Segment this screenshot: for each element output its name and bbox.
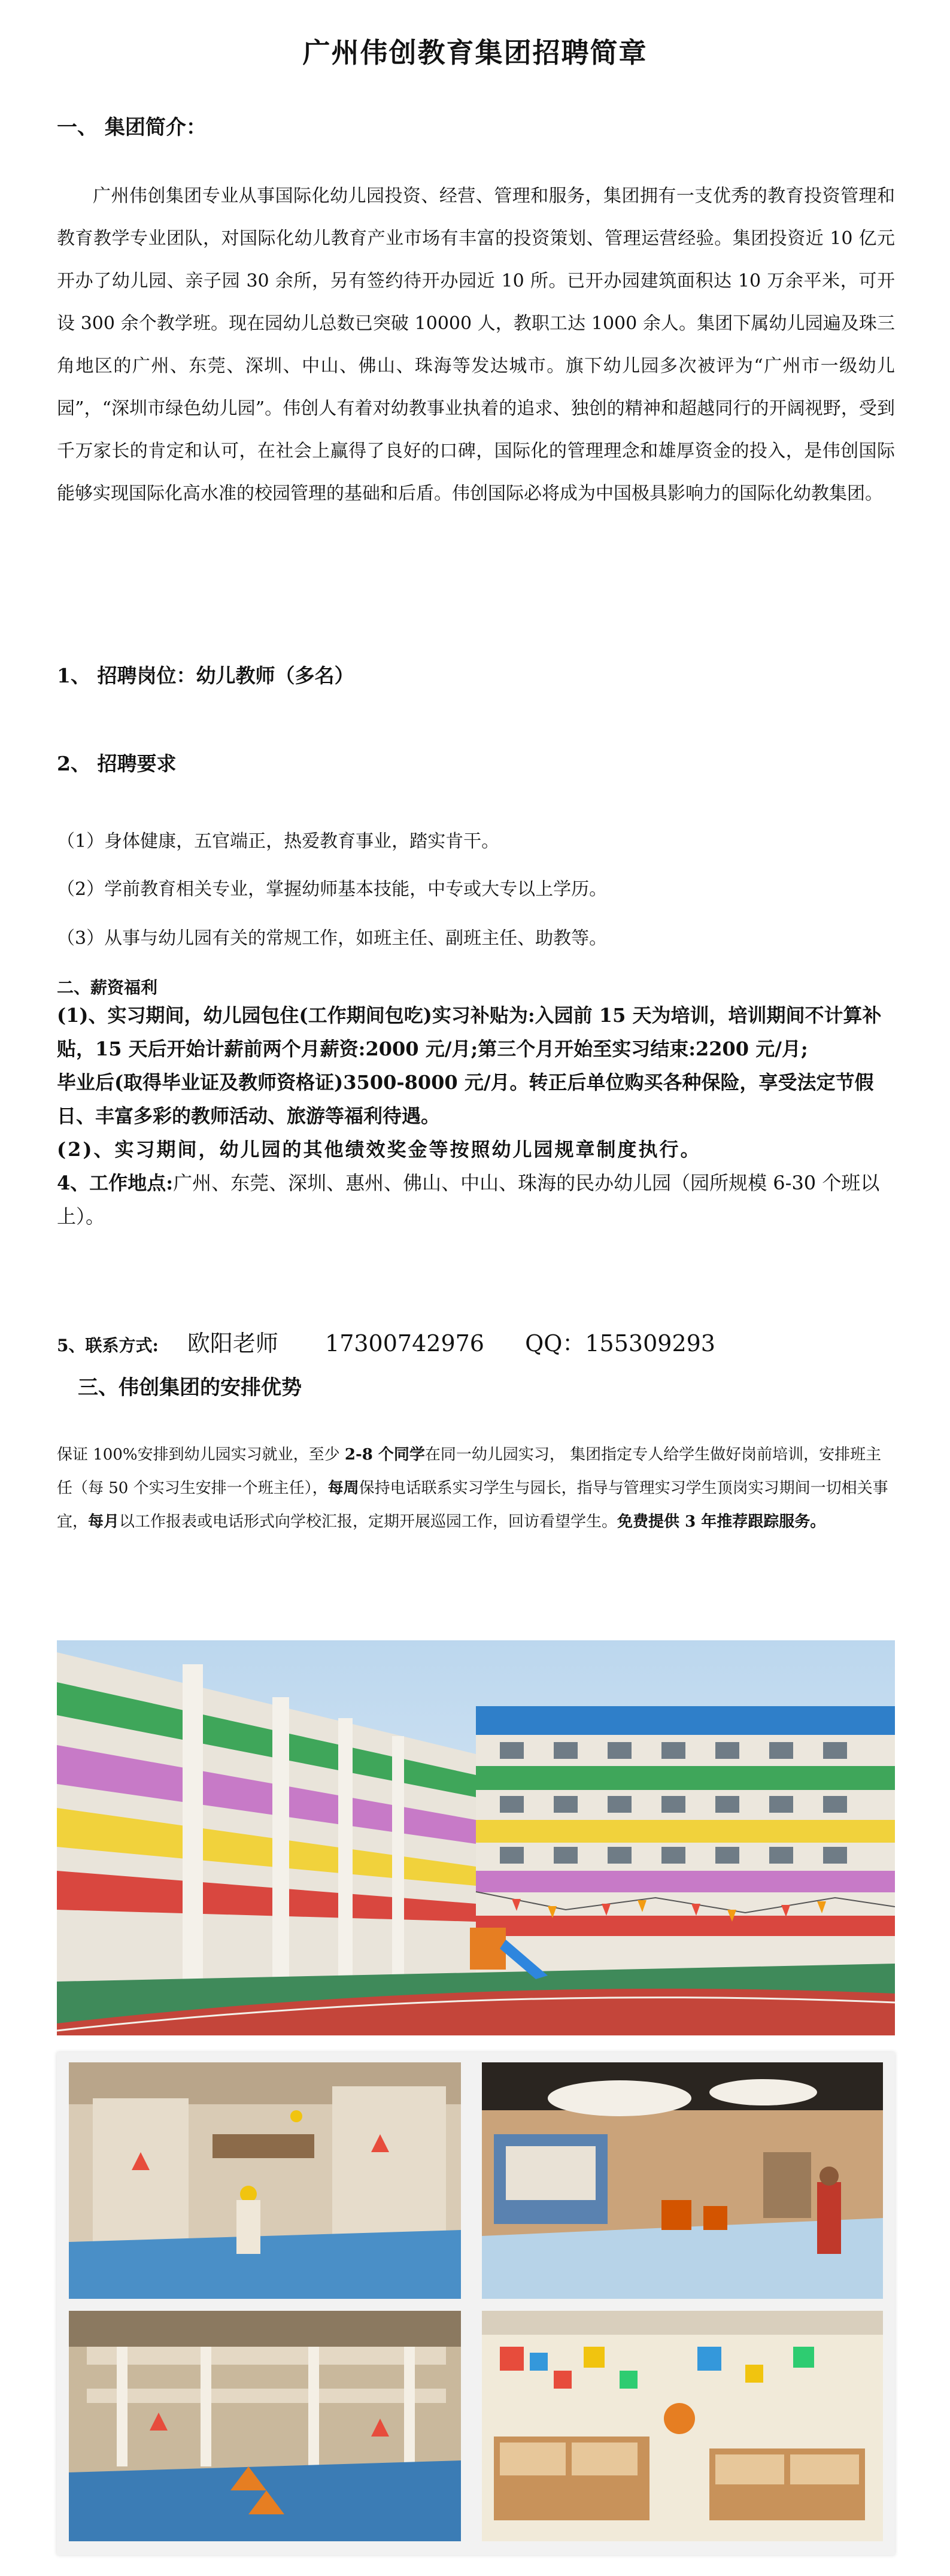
interior-photo-playroom xyxy=(482,2311,883,2541)
advantage-text-e: 保持电话联系实习学生与园长，指导与管理实习学生顶岗实习期间一切相关事宜， xyxy=(57,1479,888,1531)
contact-phone[interactable]: 17300742976 xyxy=(325,1330,484,1357)
work-location-text: 广州、东莞、深圳、惠州、佛山、中山、珠海的民办幼儿园（园所规模 6-30 个班以上）。 xyxy=(57,1172,880,1228)
salary-block xyxy=(57,999,895,1233)
advantage-text-c: 在同一幼儿园实习， 集团指定专人给学生做好岗前培训，安排班主任（每 50 个实习生安排一个班主任）， xyxy=(57,1446,882,1497)
advantage-text-a: 保证 100%安排到幼儿园实习就业，至少 xyxy=(57,1446,345,1464)
salary-heading: 二、薪资福利 xyxy=(57,978,158,997)
salary-item-1-lead: (1)、实习期间，幼儿园包住(工作期间包吃)实习补贴为: xyxy=(57,1004,535,1027)
salary-item-2: (2)、实习期间，幼儿园的其他绩效奖金等按照幼儿园规章制度执行。 xyxy=(57,1138,702,1161)
contact-line xyxy=(57,1325,715,1358)
section-intro-heading: 一、 集团简介： xyxy=(57,116,207,139)
group-intro-paragraph: 广州伟创集团专业从事国际化幼儿园投资、经营、管理和服务，集团拥有一支优秀的教育投资管理和教育教学专业团队，对国际化幼儿教育产业市场有丰富的投资策划、管理运营经验。集团投资近 10 亿元开办了幼儿园、亲子园 30 余所，另有签约待开办园近 10 所。已开办园建筑面积达 10 万余平米，可开设 300 余个教学班。现在园幼儿总数已突破 10000 人，教职工达 1000 余人。集团下属幼儿园遍及珠三角地区的广州、东莞、深圳、中山、佛山、珠海等发达城市。旗下幼儿园多次被评为“广州市一级幼儿园”，“深圳市绿色幼儿园”。伟创人有着对幼教事业执着的追求、独创的精神和超越同行的开阔视野，受到千万家长的肯定和认可，在社会上赢得了良好的口碑，国际化的管理理念和雄厚资金的投入，是伟创国际能够实现国际化高水准的校园管理的基础和后盾。伟创国际必将成为中国极具影响力的国际化幼教集团。 xyxy=(57,186,895,504)
work-location xyxy=(57,1166,895,1233)
interior-photo-classroom xyxy=(482,2062,883,2299)
advantage-paragraph xyxy=(57,1438,889,1539)
advantage-text-g: 以工作报表或电话形式向学校汇报，定期开展巡园工作，回访看望学生。 xyxy=(119,1513,618,1531)
salary-graduate-text: 毕业后(取得毕业证及教师资格证)3500-8000 元/月。转正后单位购买各种保险，享受法定节假日、丰富多彩的教师活动、旅游等福利待遇。 xyxy=(57,1071,874,1127)
advantage-text-b: 2-8 个同学 xyxy=(344,1446,425,1464)
page-title: 广州伟创教育集团招聘简章 xyxy=(302,37,648,69)
interior-photo-atrium xyxy=(69,2062,461,2299)
advantage-text-f: 每月 xyxy=(88,1513,120,1531)
kindergarten-building-photo xyxy=(57,1640,895,2035)
interior-photo-hall xyxy=(69,2311,461,2541)
contact-name: 欧阳老师 xyxy=(187,1330,278,1357)
position-heading: 1、 招聘岗位：幼儿教师（多名） xyxy=(57,664,354,687)
requirement-item-2: （2）学前教育相关专业，掌握幼师基本技能，中专或大专以上学历。 xyxy=(57,879,608,900)
requirement-item-3: （3）从事与幼儿园有关的常规工作，如班主任、副班主任、助教等。 xyxy=(57,928,608,949)
contact-label: 5、联系方式: xyxy=(57,1336,159,1355)
salary-item-1 xyxy=(57,999,895,1066)
advantage-text-h: 免费提供 3 年推荐跟踪服务。 xyxy=(617,1513,826,1531)
advantage-text-d: 每周 xyxy=(327,1479,359,1497)
contact-qq[interactable]: QQ：155309293 xyxy=(525,1330,715,1357)
requirement-item-1: （1）身体健康，五官端正，热爱教育事业，踏实肯干。 xyxy=(57,831,500,852)
salary-item-1-rest: 入园前 15 天为培训，培训期间不计算补 贴，15 天后开始计薪前两个月薪资:2000 元/月;第三个月开始至实习结束:2200 元/月; xyxy=(57,1004,882,1060)
advantage-heading: 三、伟创集团的安排优势 xyxy=(78,1376,302,1400)
work-location-lead: 4、工作地点: xyxy=(57,1172,174,1194)
requirements-heading: 2、 招聘要求 xyxy=(57,752,177,775)
